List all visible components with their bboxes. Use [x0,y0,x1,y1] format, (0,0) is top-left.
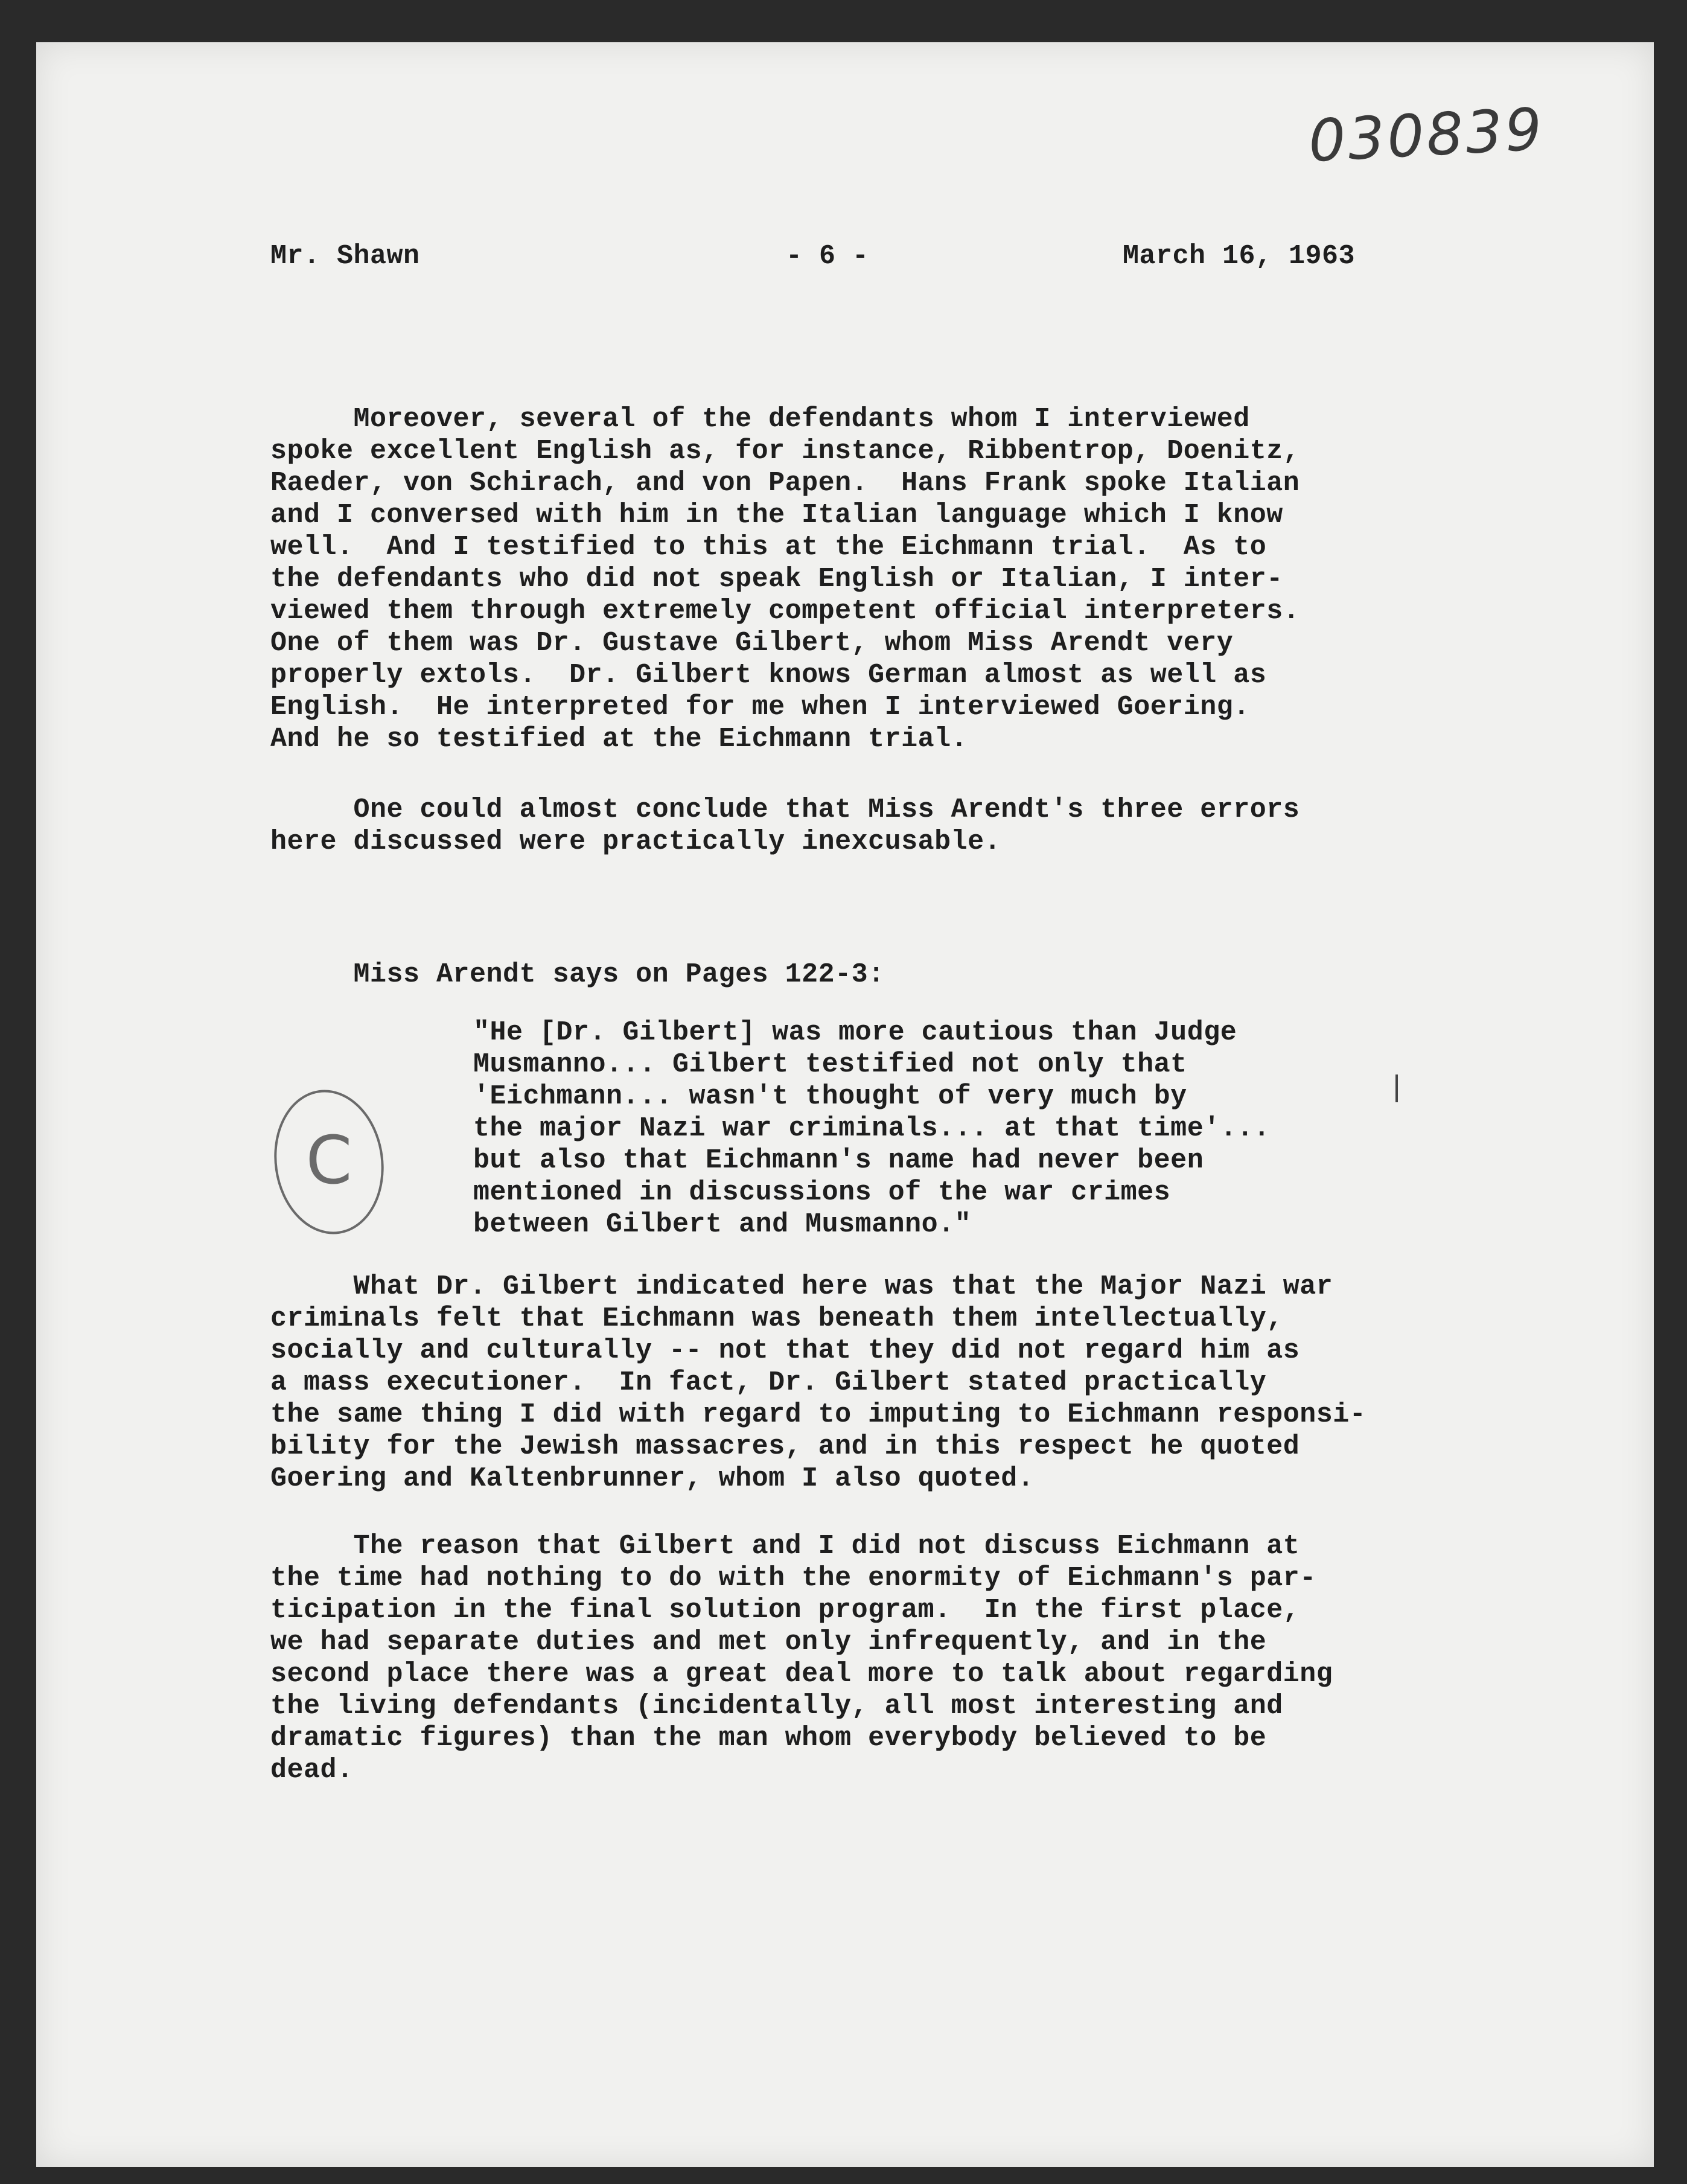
document-stamp-number: 030839 [1307,95,1546,176]
margin-circled-letter-icon [266,1078,392,1244]
header-page-number: - 6 - [786,241,869,272]
body-paragraph-2: One could almost conclude that Miss Arendt's three errors here discussed were practically inexcusable. [270,794,1300,857]
body-paragraph-1: Moreover, several of the defendants whom I interviewed spoke excellent English as, for instance, Ribbentrop, Doenitz, Raeder, von Schirach, and von Papen. Hans Frank spoke Italian and I conversed with him in the Italian language which I know well. And I testified to this at the Eichmann trial. As to the defendants who did not speak English or Italian, I inter- viewed them through extremely competent official interpreters. One of them was Dr. Gustave Gilbert, whom Miss Arendt very properly extols. Dr. Gilbert knows German almost as well as English. He interpreted for me when I interviewed Goering. And he so testified at the Eichmann trial. [270,404,1300,755]
body-paragraph-3: What Dr. Gilbert indicated here was that the Major Nazi war criminals felt that Eichmann was beneath them intellectually, socially and culturally -- not that they did not regard him as a mass executioner. In fact, Dr. Gilbert stated practically the same thing I did with regard to imputing to Eichmann responsi- bility for the Jewish massacres, and in this respect he quoted Goering and Kaltenbrunner, whom I also quoted. [270,1271,1367,1494]
margin-annotation-letter: C [305,1122,352,1199]
margin-bar-mark [1395,1074,1398,1102]
section-heading: Miss Arendt says on Pages 122-3: [270,959,885,990]
header-date: March 16, 1963 [1123,241,1356,272]
body-paragraph-4: The reason that Gilbert and I did not discuss Eichmann at the time had nothing to do with the enormity of Eichmann's par- ticipation in the final solution program. In the first place, we had separate duties and met only infrequently, and in the second place there was a great deal more to talk about regarding the living defendants (incidentally, all most interesting and dramatic figures) than the man whom everybody believed to be dead. [270,1531,1333,1786]
block-quote: "He [Dr. Gilbert] was more cautious than Judge Musmanno... Gilbert testified not only that 'Eichmann... wasn't thought of very much by the major Nazi war criminals... at that time'... but also that Eichmann's name had never been mentioned in discussions of the war crimes between Gilbert and Musmanno." [473,1017,1271,1240]
header-recipient: Mr. Shawn [270,241,420,272]
